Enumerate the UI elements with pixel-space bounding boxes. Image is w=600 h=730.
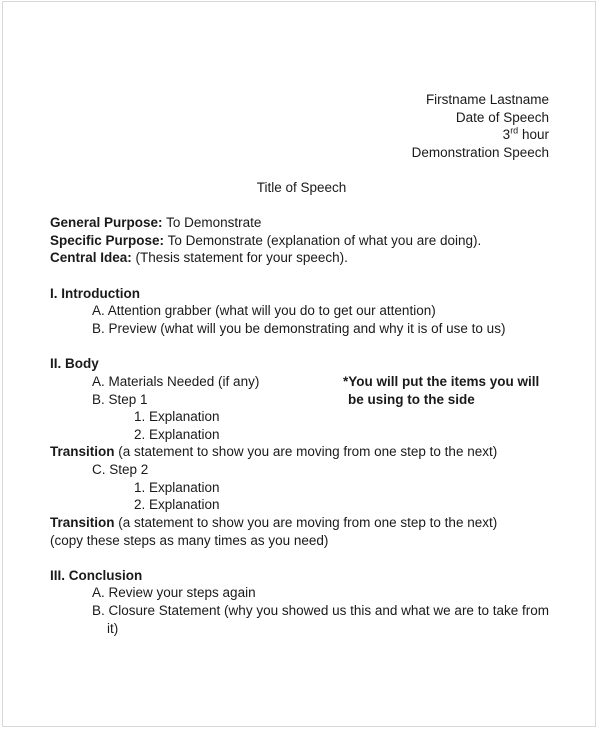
side-note-line-1: *You will put the items you will (343, 374, 540, 389)
conclusion-review: A. Review your steps again (92, 585, 256, 600)
hour-number: 3 (502, 127, 511, 142)
materials-needed: A. Materials Needed (if any) (92, 374, 260, 389)
conclusion-heading: III. Conclusion (50, 568, 143, 583)
transition-1-label: Transition (50, 444, 115, 459)
transition-1-text: (a statement to show you are moving from one step to the next) (114, 444, 498, 459)
hour-word: hour (521, 127, 549, 142)
class-hour (503, 126, 549, 143)
copy-steps-note: (copy these steps as many times as you need) (50, 533, 329, 548)
side-note-line-2: be using to the side (348, 392, 475, 407)
author-name: Firstname Lastname (425, 92, 549, 107)
general-purpose-value: To Demonstrate (166, 215, 262, 230)
step-1: B. Step 1 (92, 392, 148, 407)
step-2: C. Step 2 (92, 462, 149, 477)
document-page (2, 1, 596, 727)
conclusion-closure-line-2: it) (107, 621, 119, 636)
conclusion-closure-line-1: B. Closure Statement (why you showed us this and what we are to take from (92, 603, 549, 618)
speech-title: Title of Speech (256, 180, 347, 195)
specific-purpose (50, 232, 481, 249)
step-1-explanation-2: 2. Explanation (134, 427, 220, 442)
step-2-explanation-2: 2. Explanation (134, 497, 220, 512)
general-purpose-label: General Purpose: (50, 215, 163, 230)
transition-2-text: (a statement to show you are moving from one step to the next) (114, 515, 498, 530)
introduction-heading: I. Introduction (50, 286, 140, 301)
hour-suffix: rd (510, 125, 519, 136)
general-purpose (50, 214, 261, 231)
central-idea-label: Central Idea: (50, 250, 132, 265)
speech-date: Date of Speech (455, 110, 549, 125)
intro-preview: B. Preview (what will you be demonstrating and why it is of use to us) (92, 321, 506, 336)
specific-purpose-label: Specific Purpose: (50, 233, 165, 248)
central-idea (50, 249, 348, 266)
transition-2 (50, 514, 497, 531)
specific-purpose-value: To Demonstrate (explanation of what you are doing). (167, 233, 482, 248)
intro-attention-grabber: A. Attention grabber (what will you do to get our attention) (92, 303, 436, 318)
step-1-explanation-1: 1. Explanation (134, 409, 220, 424)
central-idea-value: (Thesis statement for your speech). (135, 250, 348, 265)
transition-2-label: Transition (50, 515, 115, 530)
step-2-explanation-1: 1. Explanation (134, 480, 220, 495)
body-heading: II. Body (50, 356, 99, 371)
speech-type: Demonstration Speech (411, 145, 549, 160)
transition-1 (50, 443, 497, 460)
